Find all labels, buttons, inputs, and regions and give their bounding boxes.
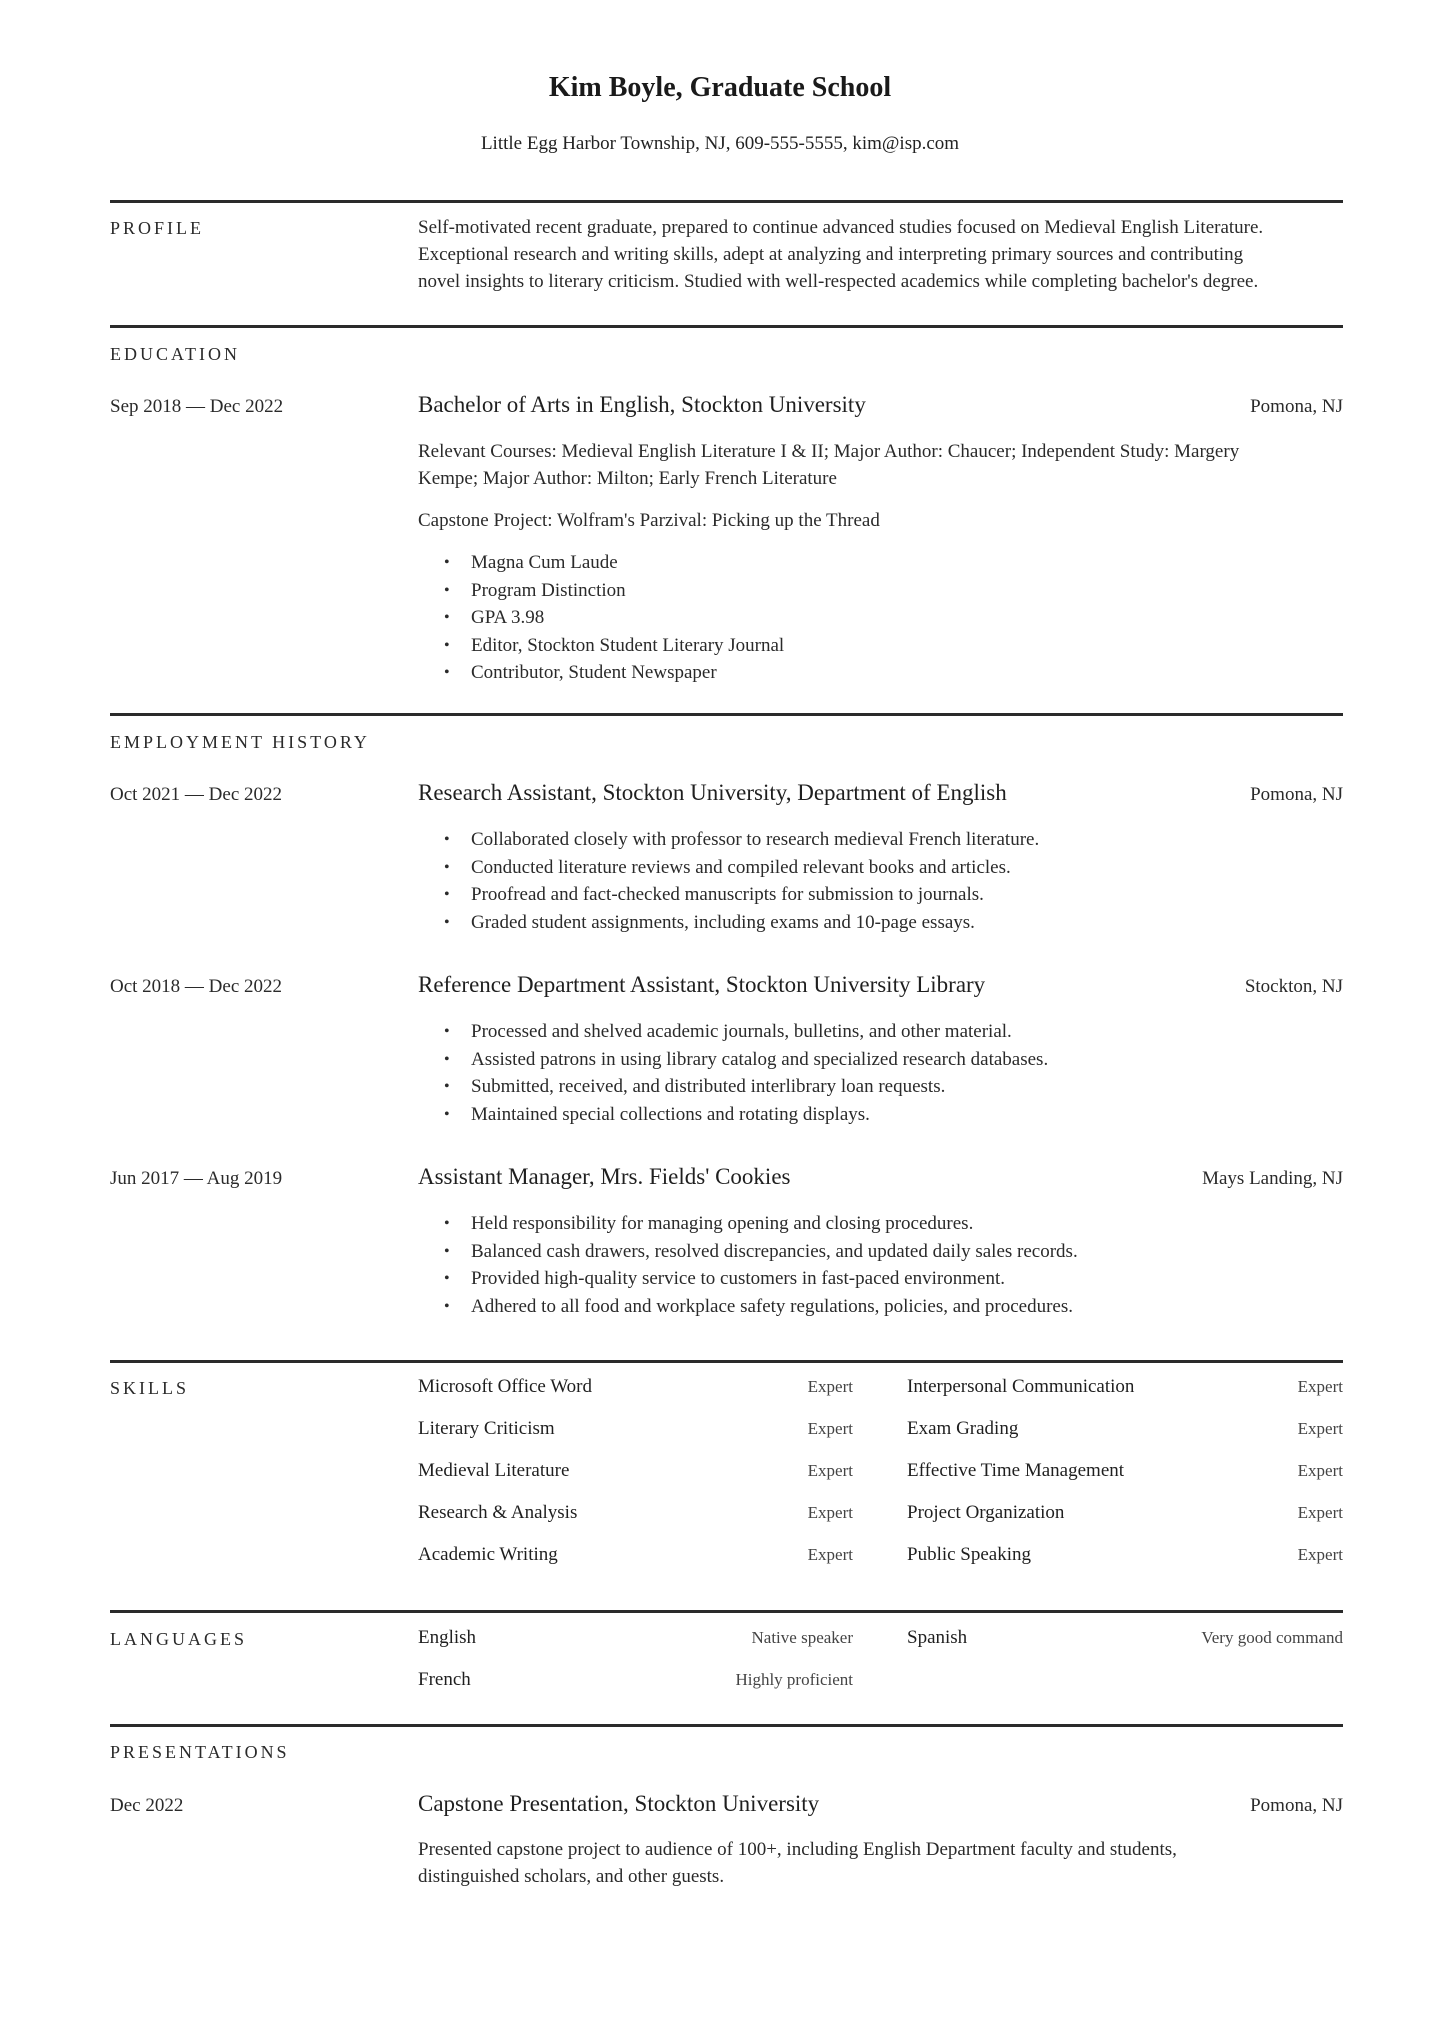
resume-name: Kim Boyle, Graduate School bbox=[548, 72, 892, 103]
list-item: • Collaborated closely with professor to research medieval French literature. bbox=[418, 826, 1039, 854]
skill-level: Expert bbox=[1297, 1545, 1343, 1564]
list-item: • Program Distinction bbox=[418, 577, 784, 605]
skill-name: Medieval Literature bbox=[418, 1460, 570, 1481]
skill-level: Expert bbox=[1297, 1461, 1343, 1480]
skill-name: Academic Writing bbox=[418, 1544, 558, 1565]
list-item: • Processed and shelved academic journals, bulletins, and other material. bbox=[418, 1018, 1048, 1046]
list-item: • Graded student assignments, including exams and 10-page essays. bbox=[418, 909, 1039, 937]
section-label-employment: EMPLOYMENT HISTORY bbox=[110, 732, 370, 752]
skill-name: Literary Criticism bbox=[418, 1418, 555, 1439]
language-level: Very good command bbox=[1201, 1628, 1343, 1647]
description-line: Presented capstone project to audience of 100+, including English Department faculty and students, bbox=[418, 1839, 1177, 1860]
entry-title: Bachelor of Arts in English, Stockton University bbox=[418, 392, 866, 417]
skill-name: Project Organization bbox=[907, 1502, 1065, 1523]
skill-name: Effective Time Management bbox=[907, 1460, 1125, 1481]
skill-level: Expert bbox=[807, 1419, 853, 1438]
profile-line: novel insights to literary criticism. Studied with well-respected academics while completing bachelor's degree. bbox=[418, 271, 1259, 292]
section-divider bbox=[110, 713, 1343, 716]
entry-dates: Dec 2022 bbox=[110, 1795, 184, 1816]
skill-level: Expert bbox=[807, 1545, 853, 1564]
list-item: • Assisted patrons in using library catalog and specialized research databases. bbox=[418, 1046, 1048, 1074]
list-item: • Contributor, Student Newspaper bbox=[418, 659, 784, 687]
section-label-profile: PROFILE bbox=[110, 218, 205, 238]
list-item: • Submitted, received, and distributed interlibrary loan requests. bbox=[418, 1073, 1048, 1101]
list-item: • Held responsibility for managing opening and closing procedures. bbox=[418, 1210, 1078, 1238]
list-item: • Maintained special collections and rotating displays. bbox=[418, 1101, 1048, 1129]
entry-dates: Oct 2021 — Dec 2022 bbox=[110, 784, 283, 805]
description-line: distinguished scholars, and other guests. bbox=[418, 1866, 725, 1887]
entry-dates: Sep 2018 — Dec 2022 bbox=[110, 396, 284, 417]
entry-location: Stockton, NJ bbox=[1244, 976, 1343, 997]
list-item: • Proofread and fact-checked manuscripts for submission to journals. bbox=[418, 881, 1039, 909]
capstone-project: Capstone Project: Wolfram's Parzival: Picking up the Thread bbox=[418, 510, 880, 531]
courses-line: Relevant Courses: Medieval English Literature I & II; Major Author: Chaucer; Independent Study: Margery bbox=[418, 441, 1240, 462]
honors-list bbox=[418, 549, 784, 687]
presentation-description bbox=[418, 1836, 1343, 1890]
language-name: Spanish bbox=[907, 1627, 968, 1648]
list-item: • Balanced cash drawers, resolved discrepancies, and updated daily sales records. bbox=[418, 1238, 1078, 1266]
entry-location: Pomona, NJ bbox=[1250, 1795, 1343, 1816]
section-divider bbox=[110, 200, 1343, 203]
skill-name: Research & Analysis bbox=[418, 1502, 578, 1523]
section-divider bbox=[110, 1360, 1343, 1363]
skill-name: Exam Grading bbox=[907, 1418, 1019, 1439]
entry-location: Pomona, NJ bbox=[1250, 784, 1343, 805]
list-item: • GPA 3.98 bbox=[418, 604, 784, 632]
skill-name: Public Speaking bbox=[907, 1544, 1032, 1565]
list-item: • Magna Cum Laude bbox=[418, 549, 784, 577]
skill-level: Expert bbox=[1297, 1503, 1343, 1522]
duties-list bbox=[418, 1210, 1078, 1320]
skill-level: Expert bbox=[1297, 1419, 1343, 1438]
language-name: English bbox=[418, 1627, 477, 1648]
skill-name: Microsoft Office Word bbox=[418, 1376, 593, 1397]
list-item: • Editor, Stockton Student Literary Journal bbox=[418, 632, 784, 660]
entry-title: Capstone Presentation, Stockton University bbox=[418, 1791, 820, 1816]
skill-name: Interpersonal Communication bbox=[907, 1376, 1135, 1397]
section-divider bbox=[110, 1610, 1343, 1613]
skill-level: Expert bbox=[807, 1503, 853, 1522]
skill-level: Expert bbox=[807, 1461, 853, 1480]
entry-location: Mays Landing, NJ bbox=[1202, 1168, 1343, 1189]
language-name: French bbox=[418, 1669, 471, 1690]
relevant-courses bbox=[418, 438, 1343, 492]
contact-info: Little Egg Harbor Township, NJ, 609-555-5555, kim@isp.com bbox=[480, 133, 960, 154]
skill-level: Expert bbox=[1297, 1377, 1343, 1396]
profile-summary bbox=[418, 214, 1343, 295]
duties-list bbox=[418, 826, 1039, 936]
section-divider bbox=[110, 325, 1343, 328]
profile-line: Self-motivated recent graduate, prepared to continue advanced studies focused on Medieval English Literature. bbox=[418, 217, 1264, 238]
section-divider bbox=[110, 1724, 1343, 1727]
entry-title: Research Assistant, Stockton University, Department of English bbox=[418, 780, 1007, 805]
list-item: • Provided high-quality service to customers in fast-paced environment. bbox=[418, 1265, 1078, 1293]
section-label-skills: SKILLS bbox=[110, 1378, 190, 1398]
entry-dates: Oct 2018 — Dec 2022 bbox=[110, 976, 283, 997]
language-level: Highly proficient bbox=[735, 1670, 853, 1689]
entry-title: Assistant Manager, Mrs. Fields' Cookies bbox=[418, 1164, 791, 1189]
section-label-education: EDUCATION bbox=[110, 344, 240, 364]
duties-list bbox=[418, 1018, 1048, 1128]
list-item: • Conducted literature reviews and compiled relevant books and articles. bbox=[418, 854, 1039, 882]
entry-title: Reference Department Assistant, Stockton University Library bbox=[418, 972, 986, 997]
language-level: Native speaker bbox=[751, 1628, 853, 1647]
courses-line: Kempe; Major Author: Milton; Early French Literature bbox=[418, 468, 837, 489]
section-label-languages: LANGUAGES bbox=[110, 1629, 247, 1649]
entry-location: Pomona, NJ bbox=[1250, 396, 1343, 417]
section-label-presentations: PRESENTATIONS bbox=[110, 1742, 290, 1762]
profile-line: Exceptional research and writing skills, adept at analyzing and interpreting primary sources and contributing bbox=[418, 244, 1244, 265]
list-item: • Adhered to all food and workplace safety regulations, policies, and procedures. bbox=[418, 1293, 1078, 1321]
skill-level: Expert bbox=[807, 1377, 853, 1396]
entry-dates: Jun 2017 — Aug 2019 bbox=[110, 1168, 283, 1189]
